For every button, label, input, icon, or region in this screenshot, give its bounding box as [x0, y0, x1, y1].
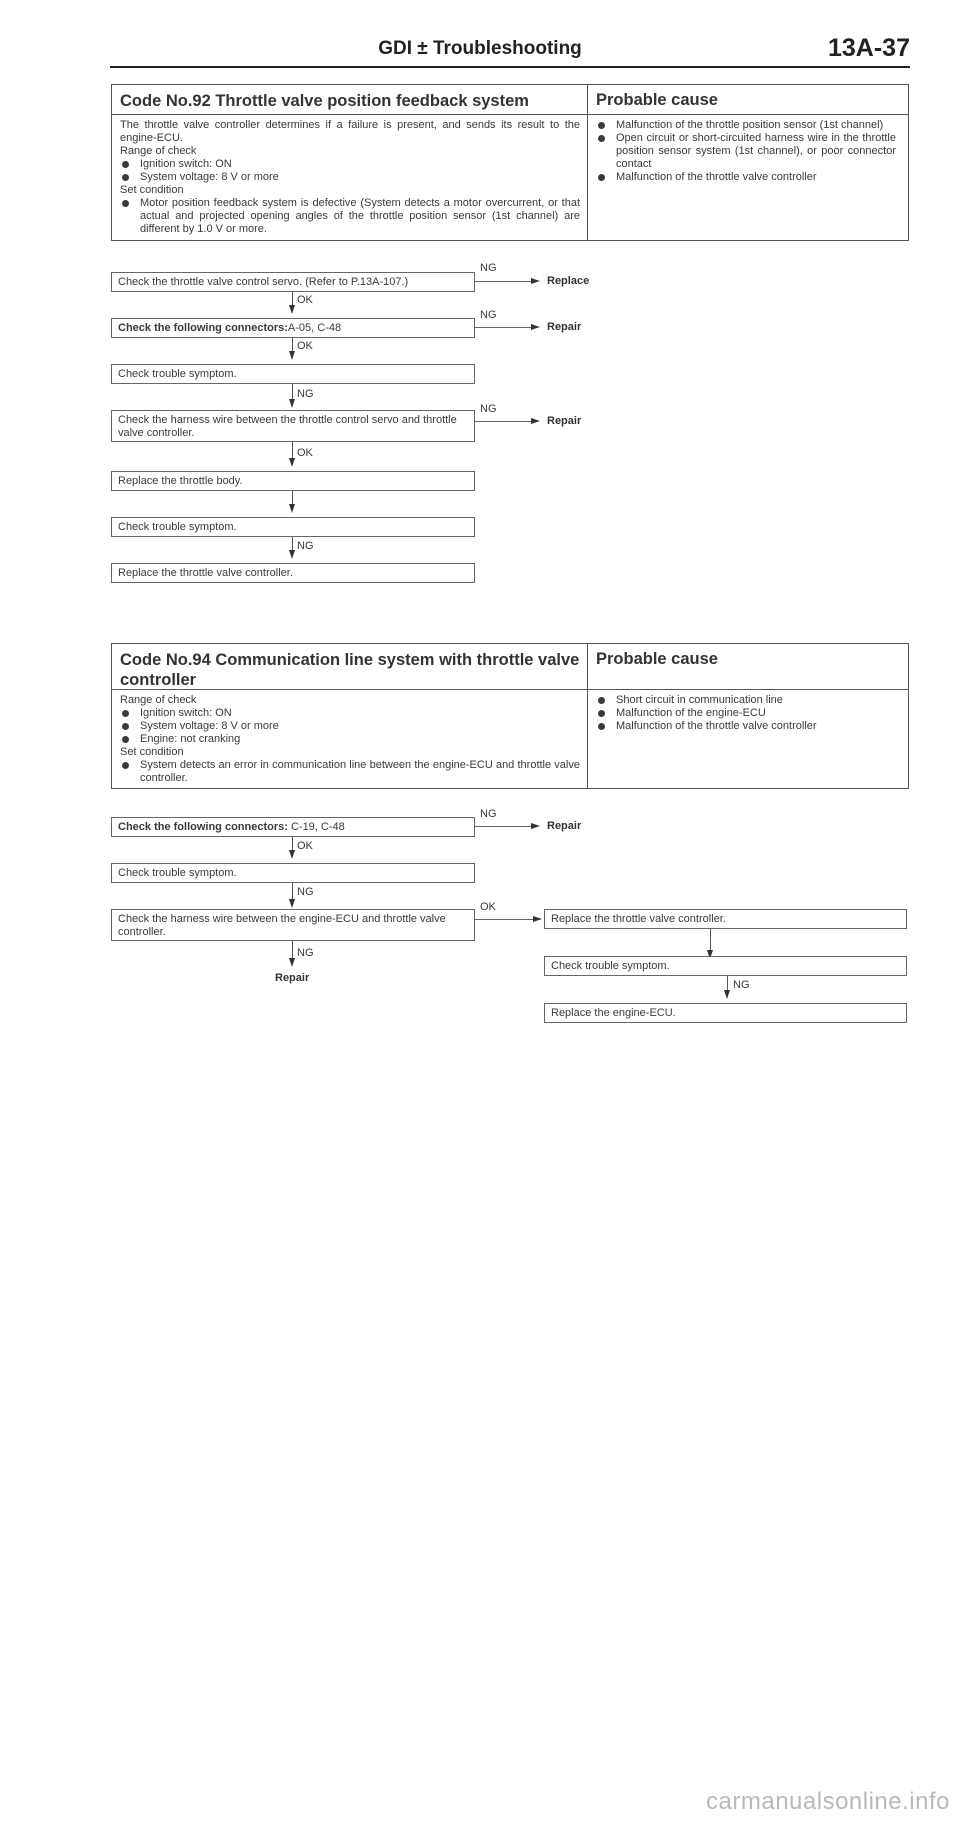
flow92-step2: Check the following connectors:A-05, C-48 [111, 318, 475, 338]
ng-arrow-line [475, 327, 531, 328]
flow92-result-replace: Replace [547, 275, 590, 287]
ok-arrow-line [475, 919, 533, 920]
arrow-down-icon [289, 850, 295, 859]
ng-label: NG [480, 262, 497, 274]
flow94-result-repair: Repair [547, 820, 582, 832]
flow92-step4: Check the harness wire between the throttle control servo and throttle valve controller. [111, 410, 475, 442]
range-item: Engine: not cranking [120, 733, 580, 746]
arrow-down-icon [289, 550, 295, 559]
code94-conditions [120, 694, 580, 785]
ng-label: NG [297, 947, 314, 959]
arrow-down-icon [289, 399, 295, 408]
bullet-icon [122, 762, 129, 769]
cause-item: Open circuit or short-circuited harness wire in the throttle position sensor system (1st channel), or poor connector contact [596, 132, 896, 171]
arrow-down-icon [724, 990, 730, 999]
range-item: System voltage: 8 V or more [120, 171, 580, 184]
arrow-down-icon [289, 458, 295, 467]
ng-label: NG [480, 309, 497, 321]
code94-causes [596, 694, 896, 733]
code92-description: The throttle valve controller determines if a failure is present, and sends its result to the engine-ECU. [120, 119, 580, 144]
arrow-right-icon [531, 418, 540, 424]
ng-arrow-line [475, 281, 531, 282]
ng-arrow-line [475, 421, 531, 422]
flow94-step2: Check trouble symptom. [111, 863, 475, 883]
ng-label: NG [480, 808, 497, 820]
range-item: Ignition switch: ON [120, 158, 580, 171]
flow92-step5: Replace the throttle body. [111, 471, 475, 491]
cause-item: Short circuit in communication line [596, 694, 896, 707]
header-rule [110, 66, 910, 68]
ng-label: NG [733, 979, 750, 991]
ok-label: OK [297, 340, 313, 352]
flow92-result-repair: Repair [547, 321, 582, 333]
ng-label: NG [480, 403, 497, 415]
cause-item: Malfunction of the engine-ECU [596, 707, 896, 720]
flow92-step7: Replace the throttle valve controller. [111, 563, 475, 583]
watermark-text: carmanualsonline.info [706, 1788, 950, 1815]
arrow-down-icon [289, 305, 295, 314]
flow92-step3: Check trouble symptom. [111, 364, 475, 384]
cause-item: Malfunction of the throttle valve controller [596, 720, 896, 733]
range-of-check-label: Range of check [120, 145, 197, 157]
bullet-icon [122, 200, 129, 207]
flow92-step1: Check the throttle valve control servo. (Refer to P.13A-107.) [111, 272, 475, 292]
code92-causes [596, 119, 896, 184]
arrow-down-icon [289, 958, 295, 967]
arrow-down-icon [289, 504, 295, 513]
bullet-icon [122, 723, 129, 730]
cause-item: Malfunction of the throttle position sensor (1st channel) [596, 119, 896, 132]
cause-item: Malfunction of the throttle valve controller [596, 171, 896, 184]
code94-table [111, 643, 909, 789]
table-divider [587, 644, 588, 788]
bullet-icon [598, 122, 605, 129]
ng-label: NG [297, 886, 314, 898]
flow94-right1: Replace the throttle valve controller. [544, 909, 907, 929]
flow94-step1: Check the following connectors: C-19, C-48 [111, 817, 475, 837]
bullet-icon [598, 710, 605, 717]
arrow-right-icon [531, 823, 540, 829]
set-condition-label: Set condition [120, 746, 184, 758]
range-item: System voltage: 8 V or more [120, 720, 580, 733]
set-item: System detects an error in communication line between the engine-ECU and throttle valve controller. [120, 759, 580, 785]
bullet-icon [122, 161, 129, 168]
flow94-step3: Check the harness wire between the engine-ECU and throttle valve controller. [111, 909, 475, 941]
table-divider [587, 85, 588, 240]
arrow-down-icon [289, 351, 295, 360]
flow94-right2: Check trouble symptom. [544, 956, 907, 976]
bullet-icon [122, 710, 129, 717]
ng-arrow-line [475, 826, 531, 827]
flow94-result-repair-bottom: Repair [275, 972, 310, 984]
bullet-icon [598, 697, 605, 704]
bullet-icon [122, 174, 129, 181]
probable-cause-heading: Probable cause [596, 650, 718, 668]
ng-label: NG [297, 540, 314, 552]
code92-conditions [120, 119, 580, 236]
bullet-icon [122, 736, 129, 743]
range-item: Ignition switch: ON [120, 707, 580, 720]
bullet-icon [598, 135, 605, 142]
bullet-icon [598, 174, 605, 181]
probable-cause-heading: Probable cause [596, 91, 718, 109]
range-of-check-label: Range of check [120, 694, 197, 706]
code94-title: Code No.94 Communication line system with throttle valve controller [120, 651, 580, 689]
flow-connector [710, 929, 711, 952]
page-number: 13A-37 [828, 34, 910, 62]
flow94-right3: Replace the engine-ECU. [544, 1003, 907, 1023]
ok-label: OK [297, 294, 313, 306]
code92-title: Code No.92 Throttle valve position feedback system [120, 92, 529, 110]
arrow-down-icon [289, 899, 295, 908]
flow92-step6: Check trouble symptom. [111, 517, 475, 537]
set-item: Motor position feedback system is defective (System detects a motor overcurrent, or that actual and projected opening angles of the throttle position sensor (1st channel) are different by 1.0 V or more. [120, 197, 580, 236]
set-condition-label: Set condition [120, 184, 184, 196]
flow92-result-repair-harness: Repair [547, 415, 582, 427]
arrow-right-icon [531, 278, 540, 284]
ok-label: OK [480, 901, 496, 913]
code92-table [111, 84, 909, 241]
page-header-title: GDI ± Troubleshooting [378, 38, 582, 59]
ok-label: OK [297, 447, 313, 459]
ng-label: NG [297, 388, 314, 400]
ok-label: OK [297, 840, 313, 852]
arrow-right-icon [531, 324, 540, 330]
bullet-icon [598, 723, 605, 730]
arrow-right-icon [533, 916, 542, 922]
